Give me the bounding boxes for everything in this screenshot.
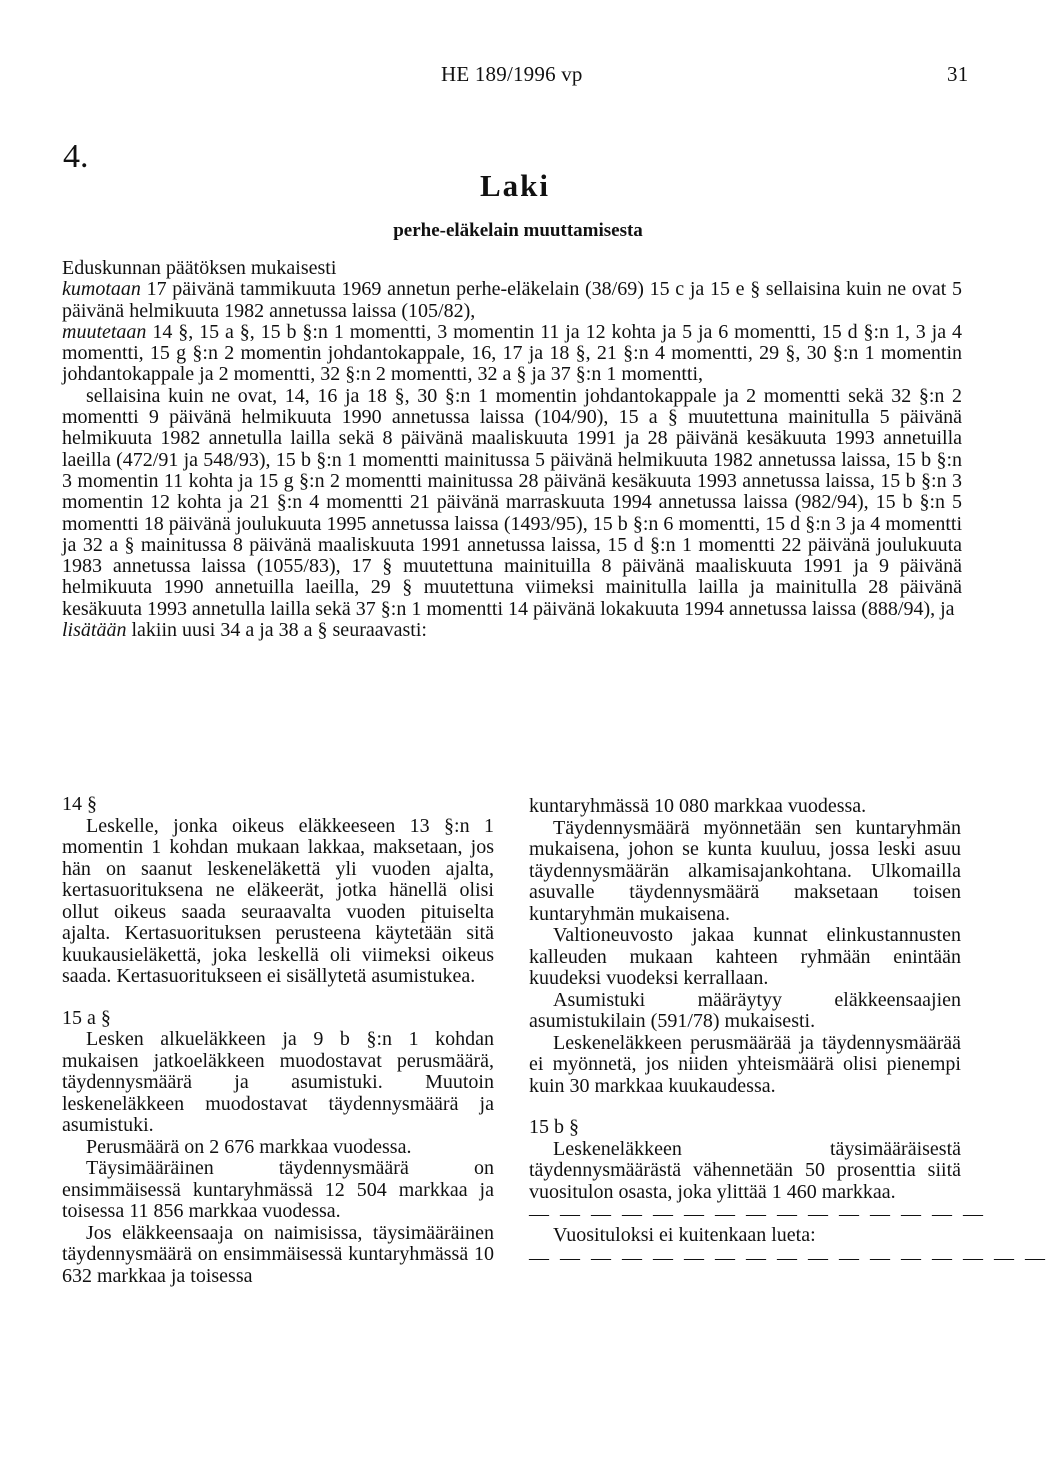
section-15a-heading: 15 a § [62,1006,111,1029]
law-subtitle: perhe-eläkelain muuttamisesta [393,220,643,241]
section-15a-paragraph-3: Täysimääräinen täydennysmäärä on ensimmäisessä kuntaryhmässä 12 504 markkaa ja toisessa 11 856 markkaa vuodessa. [62,1157,494,1222]
section-14-paragraph: Leskelle, jonka oikeus eläkkeeseen 13 §:n 1 momentin 1 kohdan mukaan lakkaa, maksetaan, jos hän on saanut leskeneläkettä yli vuoden ajalta, kertasuorituksena ne eläkeerät, jotka hänellä olisi ollut oikeus saada seuraavalta vuoden pituiselta ajalta. Kertasuorituksen perusteena käytetään sitä kuukausieläkettä, joka leskellä oli viimeksi oikeus saada. Kertasuoritukseen ei sisällytetä asumistukea. [62,814,494,987]
right-paragraph-1: kuntaryhmässä 10 080 markkaa vuodessa. [529,795,867,817]
section-15b-paragraph-2: Vuosituloksi ei kuitenkaan lueta: [553,1224,816,1246]
left-column [62,794,494,1287]
amended-lead: muutetaan [62,320,147,343]
preamble-as-they-are: sellaisina kuin ne ovat, 14, 16 ja 18 §, 30 §:n 1 momentin johdantokappale ja 2 momentti sekä 32 §:n 2 momentti 9 päivänä helmikuuta 1990 annetussa laissa (104/90), 15 a § muutettuna mainitulla 5 päivänä helmikuuta 1982 annetulla lailla sekä 8 päivänä maaliskuuta 1991 ja 28 päivänä kesäkuuta 1993 annetuilla laeilla (472/91 ja 548/93), 15 b §:n 1 momentti mainitussa 5 päivänä helmikuuta 1982 annetussa laissa, 15 b §:n 3 momentin 11 kohta ja 15 g §:n 2 momentti mainitussa 28 päivänä kesäkuuta 1993 annetussa laissa, 15 b §:n 3 momentin 12 kohta ja 21 §:n 4 momentti 21 päivänä marraskuuta 1994 annetussa laissa (982/94), 15 b §:n 5 momentti 18 päivänä joulukuuta 1995 annetussa laissa (1493/95), 15 b §:n 6 momentti, 15 d §:n 3 ja 4 momentti ja 32 a § mainitussa 8 päivänä maaliskuuta 1991 annetussa laissa, 15 d §:n 1 momentti 22 päivänä joulukuuta 1983 annetussa laissa (1055/83), 17 § muutettuna mainituilla 8 päivänä maaliskuuta 1991 ja 9 päivänä helmikuuta 1990 annetuilla laeilla, 29 § muutettuna viimeksi mainitulla lailla ja mainitulla 28 päivänä kesäkuuta 1993 annetulla lailla sekä 37 §:n 1 momentti 14 päivänä lokakuuta 1994 annetussa laissa (888/94), ja [62,384,962,620]
right-paragraph-2: Täydennysmäärä myönnetään sen kuntaryhmän mukaisena, johon se kunta kuuluu, jossa leski asuu täydennysmäärän alkamisajankohtana. Ulkomailla asuvalle täydennysmäärä maksetaan toisen kuntaryhmän mukaisena. [529,816,961,925]
added-lead: lisätään [62,619,127,642]
section-15a-paragraph-4: Jos eläkkeensaaja on naimisissa, täysimääräinen täydennysmäärä on ensimmäisessä kuntaryhmässä 10 632 markkaa ja toisessa [62,1221,494,1287]
preamble-added [62,620,962,641]
preamble [62,258,962,641]
right-paragraph-4: Asumistuki määräytyy eläkkeensaajien asumistukilain (591/78) mukaisesti. [529,988,961,1032]
section-15a-paragraph-2: Perusmäärä on 2 676 markkaa vuodessa. [86,1135,412,1158]
page-number: 31 [947,62,969,86]
right-paragraph-5: Leskeneläkkeen perusmäärää ja täydennysmäärää ei myönnetä, jos niiden yhteismäärä olisi pienempi kuin 30 markkaa kuukaudessa. [529,1031,961,1097]
section-15a-paragraph-1: Lesken alkueläkkeen ja 9 b §:n 1 kohdan mukaisen jatkoeläkkeen muodostavat perusmäärä, täydennysmäärä ja asumistuki. Muutoin leskeneläkkeen muodostavat täydennysmäärä ja asumistuki. [62,1028,494,1136]
section-15b-heading: 15 b § [529,1116,579,1138]
repealed-text: 17 päivänä tammikuuta 1969 annetun perhe-eläkelain (38/69) 15 c ja 15 e § sellaisina kuin ne ovat 5 päivänä helmikuuta 1982 annetussa laissa (105/82), [62,278,962,322]
omission-dashes-end: — — — — — — — — — — — — — — — — — [529,1246,1048,1269]
repealed-lead: kumotaan [62,278,141,301]
amended-text: 14 §, 15 a §, 15 b §:n 1 momentti, 3 momentin 11 ja 12 kohta ja 5 ja 6 momentti, 15 d §:n 1, 3 ja 4 momentti, 15 g §:n 2 momentin johdantokappale, 16, 17 ja 18 §, 21 §:n 4 momentti, 29 §, 30 §:n 1 momentin johdantokappale ja 2 momentti, 32 §:n 2 momentti, 32 a § ja 37 §:n 1 momentti, [62,320,962,386]
law-title: Laki [479,168,551,203]
preamble-intro: Eduskunnan päätöksen mukaisesti [62,257,337,279]
added-text: lakiin uusi 34 a ja 38 a § seuraavasti: [126,619,427,642]
preamble-repealed [62,279,962,322]
page-header-title: HE 189/1996 vp [441,62,583,86]
section-14-heading: 14 § [62,793,97,815]
section-15b-paragraph-1: Leskeneläkkeen täysimääräisestä täydennysmäärästä vähennetään 50 prosenttia siitä vuositulon osasta, joka ylittää 1 460 markkaa. [529,1137,961,1203]
right-column [529,795,1048,1269]
omission-dashes: — — — — — — — — — — — — — — — [529,1203,986,1225]
right-paragraph-3: Valtioneuvosto jakaa kunnat elinkustannusten kalleuden mukaan kahteen ryhmään enintään kuudeksi vuodeksi kerrallaan. [529,924,961,989]
preamble-amended [62,322,962,386]
law-number: 4. [63,138,89,175]
